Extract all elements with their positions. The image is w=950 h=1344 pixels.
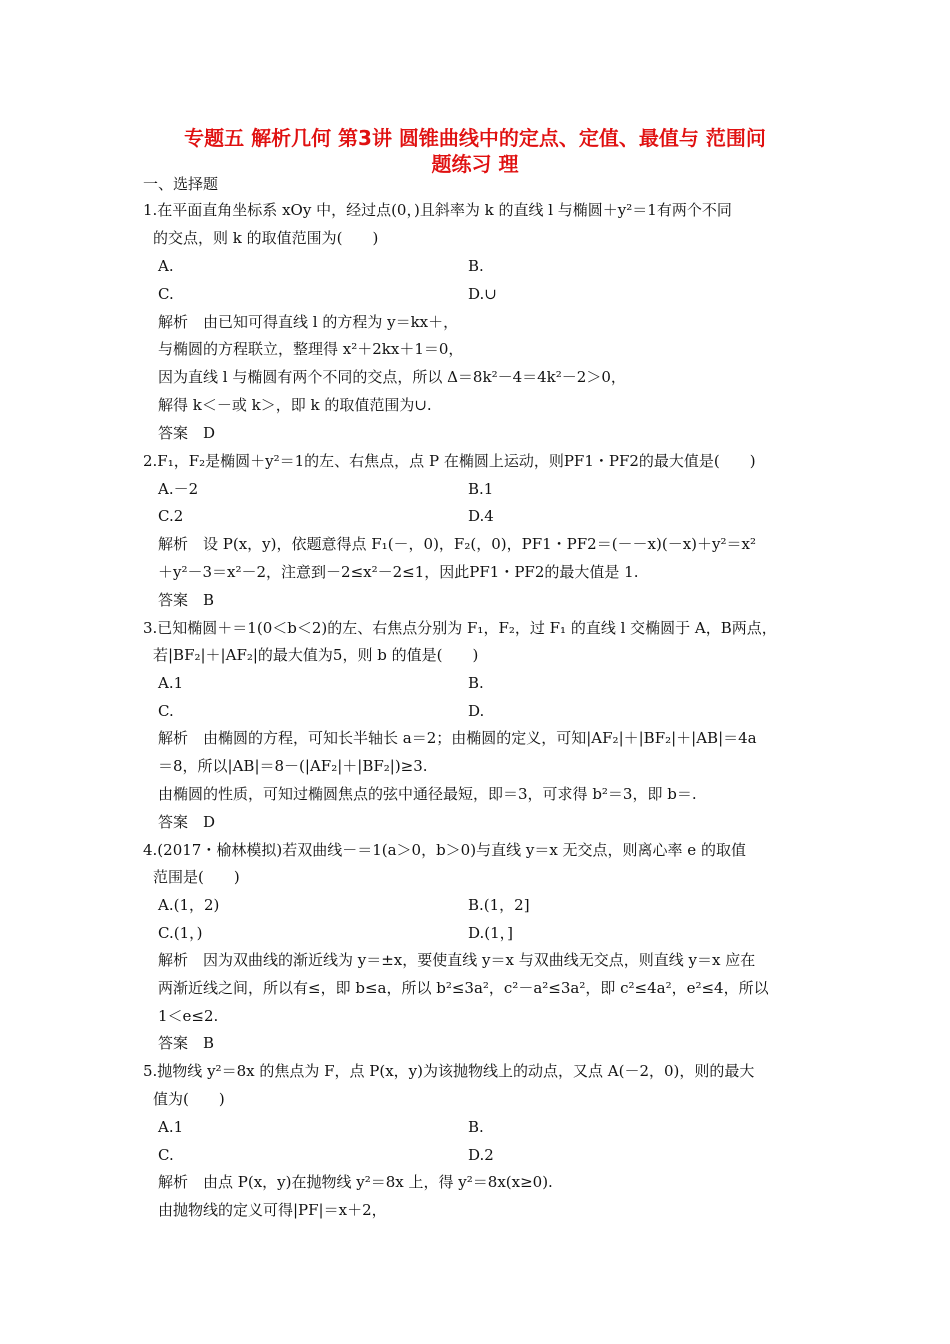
q4-stem-line-2: 范围是( ) xyxy=(153,868,240,886)
q3-analysis-line-2: ＝8，所以|AB|＝8－(|AF₂|＋|BF₂|)≥3. xyxy=(158,757,428,775)
section-heading: 一、选择题 xyxy=(143,175,219,193)
q2-option-c: C.2 xyxy=(158,507,184,525)
document-title-line-2: 题练习 理 xyxy=(431,152,519,176)
q5-stem-line-2: 值为( ) xyxy=(153,1090,225,1108)
q1-answer: 答案 D xyxy=(158,424,216,442)
q3-answer: 答案 D xyxy=(158,813,216,831)
q1-analysis-line-1: 解析 由已知可得直线 l 的方程为 y＝kx＋， xyxy=(158,313,459,331)
q4-stem-line-1: 4.(2017・榆林模拟)若双曲线－＝1(a＞0，b＞0)与直线 y＝x 无交点，则离心率 e 的取值 xyxy=(143,841,746,859)
q3-option-b: B. xyxy=(468,674,484,692)
q2-stem-line-1: 2.F₁，F₂是椭圆＋y²＝1的左、右焦点，点 P 在椭圆上运动，则PF1・PF2的最大值是( ) xyxy=(143,452,756,470)
q4-option-b: B.(1，2] xyxy=(468,896,530,914)
q1-option-a: A. xyxy=(158,257,174,275)
q2-option-d: D.4 xyxy=(468,507,494,525)
q3-option-c: C. xyxy=(158,702,174,720)
q3-stem-line-2: 若|BF₂|＋|AF₂|的最大值为5，则 b 的值是( ) xyxy=(153,646,479,664)
q3-analysis-line-3: 由椭圆的性质，可知过椭圆焦点的弦中通径最短，即＝3，可求得 b²＝3，即 b＝. xyxy=(158,785,697,803)
q1-analysis-line-4: 解得 k＜－或 k＞，即 k 的取值范围为∪. xyxy=(158,396,432,414)
q1-analysis-line-2: 与椭圆的方程联立，整理得 x²＋2kx＋1＝0， xyxy=(158,340,464,358)
q2-answer: 答案 B xyxy=(158,591,215,609)
q5-option-d: D.2 xyxy=(468,1146,494,1164)
q2-analysis-line-1: 解析 设 P(x，y)，依题意得点 F₁(－，0)，F₂(，0)，PF1・PF2＝(－－x)(－x)＋y²＝x² xyxy=(158,535,756,553)
q5-option-b: B. xyxy=(468,1118,484,1136)
q4-answer: 答案 B xyxy=(158,1034,215,1052)
q1-option-c: C. xyxy=(158,285,174,303)
q4-option-d: D.(1，] xyxy=(468,924,514,942)
q2-analysis-line-2: ＋y²－3＝x²－2，注意到－2≤x²－2≤1，因此PF1・PF2的最大值是 1. xyxy=(158,563,639,581)
q4-analysis-line-2: 两渐近线之间，所以有≤，即 b≤a，所以 b²≤3a²，c²－a²≤3a²，即 c²≤4a²，e²≤4，所以 xyxy=(158,979,769,997)
q4-analysis-line-1: 解析 因为双曲线的渐近线为 y＝±x，要使直线 y＝x 与双曲线无交点，则直线 y＝x 应在 xyxy=(158,951,756,969)
q1-option-b: B. xyxy=(468,257,484,275)
q5-analysis-line-2: 由抛物线的定义可得|PF|＝x＋2， xyxy=(158,1201,387,1219)
q4-option-a: A.(1，2) xyxy=(158,896,220,914)
q3-analysis-line-1: 解析 由椭圆的方程，可知长半轴长 a＝2；由椭圆的定义，可知|AF₂|＋|BF₂|＋|AB|＝4a xyxy=(158,729,757,747)
q2-option-a: A.－2 xyxy=(158,480,199,498)
q3-stem-line-1: 3.已知椭圆＋＝1(0＜b＜2)的左、右焦点分别为 F₁，F₂，过 F₁ 的直线 l 交椭圆于 A，B两点， xyxy=(143,619,777,637)
q4-analysis-line-3: 1＜e≤2. xyxy=(158,1007,219,1025)
q4-option-c: C.(1，) xyxy=(158,924,203,942)
q1-option-d: D.∪ xyxy=(468,285,497,303)
q1-analysis-line-3: 因为直线 l 与椭圆有两个不同的交点，所以 Δ＝8k²－4＝4k²－2＞0， xyxy=(158,368,626,386)
q2-option-b: B.1 xyxy=(468,480,494,498)
q5-option-c: C. xyxy=(158,1146,174,1164)
q5-analysis-line-1: 解析 由点 P(x，y)在抛物线 y²＝8x 上，得 y²＝8x(x≥0). xyxy=(158,1173,553,1191)
q3-option-a: A.1 xyxy=(158,674,184,692)
q5-stem-line-1: 5.抛物线 y²＝8x 的焦点为 F，点 P(x，y)为该抛物线上的动点，又点 A(－2，0)，则的最大 xyxy=(143,1062,755,1080)
q1-stem-line-1: 1.在平面直角坐标系 xOy 中，经过点(0，)且斜率为 k 的直线 l 与椭圆＋y²＝1有两个不同 xyxy=(143,201,732,219)
document-title-line-1: 专题五 解析几何 第3讲 圆锥曲线中的定点、定值、最值与 范围问 xyxy=(184,126,766,150)
q5-option-a: A.1 xyxy=(158,1118,184,1136)
q1-stem-line-2: 的交点，则 k 的取值范围为( ) xyxy=(153,229,379,247)
q3-option-d: D. xyxy=(468,702,485,720)
